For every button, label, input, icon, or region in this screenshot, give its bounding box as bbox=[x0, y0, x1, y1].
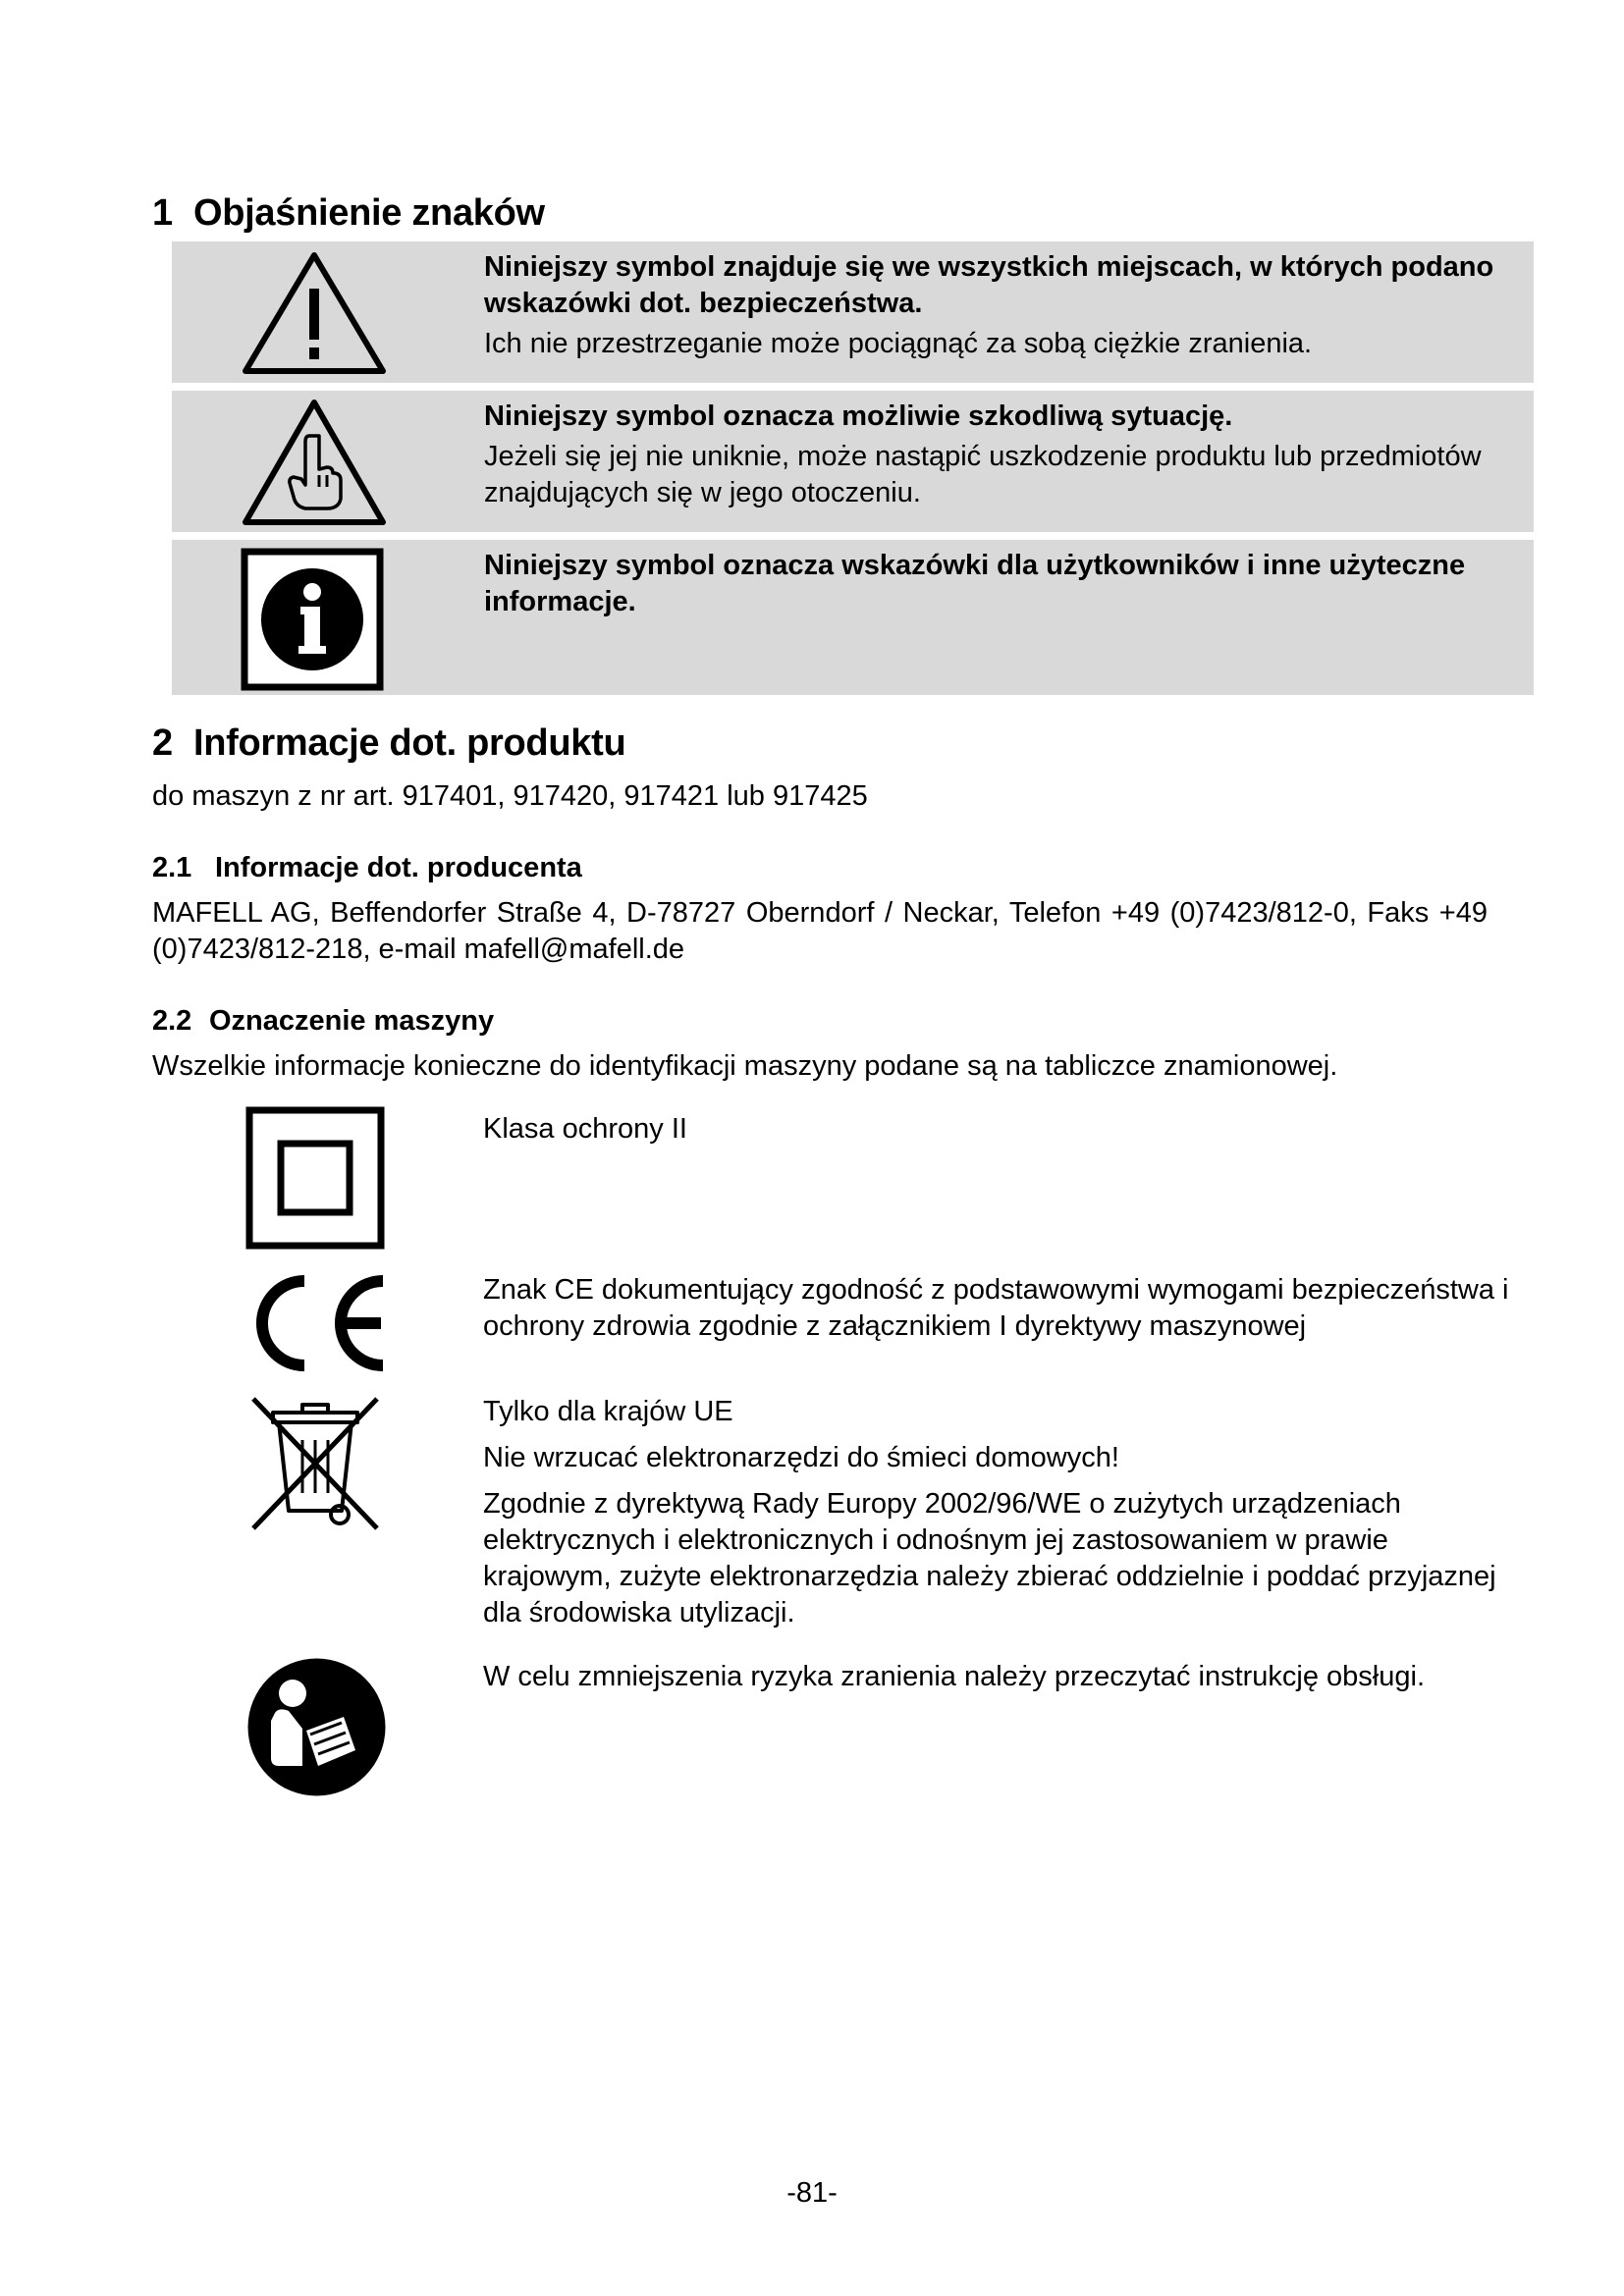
marking-text: Znak CE dokumentujący zgodność z podstawowymi wymogami bezpieczeństwa i ochrony zdrowia zgodnie z załącznikiem I dyrektywy maszynowej bbox=[483, 1274, 1509, 1342]
symbol-description bbox=[484, 249, 1505, 362]
marking-description bbox=[483, 1659, 1514, 1705]
weee-bin-icon bbox=[245, 1391, 385, 1534]
section-number: 2 bbox=[152, 722, 173, 764]
section-1-heading bbox=[152, 192, 545, 235]
symbol-title: Niniejszy symbol oznacza wskazówki dla użytkowników i inne użyteczne informacje. bbox=[484, 550, 1466, 617]
section-number: 1 bbox=[152, 192, 173, 234]
info-icon bbox=[241, 548, 384, 691]
symbol-row-caution bbox=[172, 391, 1534, 532]
marking-description bbox=[483, 1394, 1514, 1641]
caution-hand-icon bbox=[241, 397, 388, 528]
symbol-text: Jeżeli się jej nie uniknie, może nastąpić uszkodzenie produktu lub przedmiotów znajdujących się w jego otoczeniu. bbox=[484, 441, 1482, 508]
marking-text: Zgodnie z dyrektywą Rady Europy 2002/96/WE o zużytych urządzeniach elektrycznych i elektronicznych i odnośnym jej zastosowaniem w prawie krajowym, zużyte elektronarzędzia należy zbierać oddzielnie i poddać przyjaznej dla środowiska utylizacji. bbox=[483, 1488, 1496, 1629]
marking-description bbox=[483, 1111, 1514, 1157]
symbol-text: Ich nie przestrzeganie może pociągnąć za sobą ciężkie zranienia. bbox=[484, 328, 1313, 359]
section-2-2-heading bbox=[152, 1005, 494, 1038]
manufacturer-info: MAFELL AG, Beffendorfer Straße 4, D-78727 Oberndorf / Neckar, Telefon +49 (0)7423/812-0, Faks +49 (0)7423/812-218, e-mail mafell@mafell.de bbox=[152, 897, 1488, 965]
section-number: 2.2 bbox=[152, 1005, 192, 1037]
read-manual-icon bbox=[245, 1656, 388, 1798]
marking-text: Nie wrzucać elektronarzędzi do śmieci domowych! bbox=[483, 1442, 1119, 1473]
marking-text: Klasa ochrony II bbox=[483, 1113, 687, 1145]
symbol-row-info bbox=[172, 540, 1534, 695]
marking-description bbox=[483, 1272, 1514, 1355]
symbol-description bbox=[484, 548, 1505, 624]
symbol-row-warning bbox=[172, 241, 1534, 383]
protection-class-ii-icon bbox=[245, 1106, 385, 1250]
section-2-1-heading bbox=[152, 852, 582, 884]
section-title: Informacje dot. producenta bbox=[215, 852, 582, 883]
symbol-title: Niniejszy symbol znajduje się we wszystkich miejscach, w których podano wskazówki dot. bezpieczeństwa. bbox=[484, 251, 1494, 319]
section-title: Informacje dot. produktu bbox=[193, 722, 626, 764]
marking-text: W celu zmniejszenia ryzyka zranienia należy przeczytać instrukcję obsługi. bbox=[483, 1661, 1425, 1692]
section-2-heading bbox=[152, 722, 625, 765]
symbol-title: Niniejszy symbol oznacza możliwie szkodliwą sytuację. bbox=[484, 400, 1233, 432]
section-title: Oznaczenie maszyny bbox=[209, 1005, 495, 1037]
warning-triangle-icon bbox=[241, 249, 388, 377]
ce-mark-icon bbox=[245, 1269, 388, 1377]
section-title: Objaśnienie znaków bbox=[193, 192, 545, 234]
page-number: -81- bbox=[786, 2177, 838, 2209]
symbol-description bbox=[484, 399, 1505, 511]
marking-text: Tylko dla krajów UE bbox=[483, 1396, 733, 1427]
identification-info: Wszelkie informacje konieczne do identyfikacji maszyny podane są na tabliczce znamionowej. bbox=[152, 1050, 1338, 1082]
product-article-numbers: do maszyn z nr art. 917401, 917420, 917421 lub 917425 bbox=[152, 780, 868, 812]
section-number: 2.1 bbox=[152, 852, 192, 883]
